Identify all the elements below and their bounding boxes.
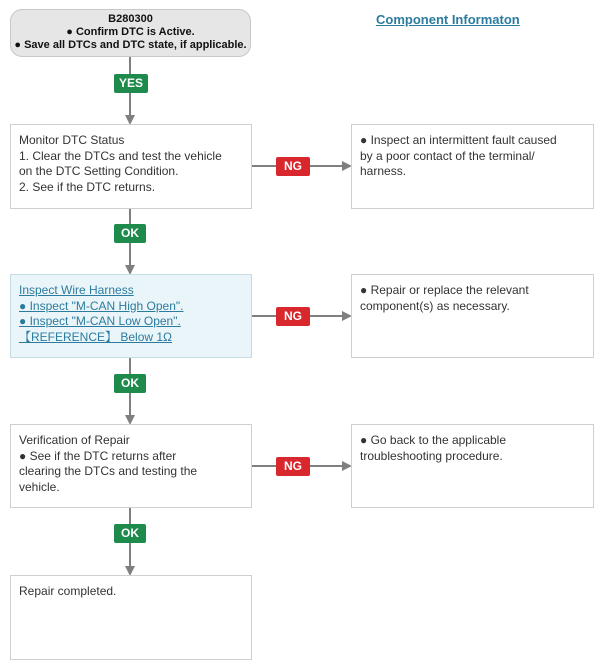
component-information-link[interactable]: Component Informaton [376,12,520,27]
step-title: Verification of Repair [19,433,130,447]
dtc-code: B280300 [108,13,153,25]
action-line: ● Go back to the applicable [360,433,507,447]
action-line: troubleshooting procedure. [360,448,503,463]
ng-badge-1: NG [276,157,310,176]
repair-completed-node [10,575,252,660]
ng-badge-2: NG [276,307,310,326]
step-line: ● See if the DTC returns after [19,448,177,463]
ng-badge-3: NG [276,457,310,476]
ok-badge-1: OK [114,224,146,243]
yes-badge: YES [114,74,148,93]
start-line-2: ● Save all DTCs and DTC state, if applicable. [14,39,247,51]
reference-link[interactable]: 【REFERENCE】 Below 1Ω [19,329,173,344]
start-node [10,9,251,57]
step-line: on the DTC Setting Condition. [19,164,179,178]
start-line-1: ● Confirm DTC is Active. [66,26,195,38]
step-line: clearing the DTCs and testing the [19,464,198,478]
ng-action-repair-replace [351,274,594,358]
ok-badge-3: OK [114,524,146,543]
step-line: 2. See if the DTC returns. [19,179,156,194]
step-title: Monitor DTC Status [19,133,125,147]
action-line: component(s) as necessary. [360,298,510,313]
step-verification-of-repair [10,424,252,508]
inspect-wire-harness-link[interactable]: Inspect Wire Harness [19,283,134,297]
action-line: ● Repair or replace the relevant [360,283,529,297]
ok-badge-2: OK [114,374,146,393]
m-can-low-open-link[interactable]: ● Inspect "M-CAN Low Open". [19,314,181,328]
action-line: by a poor contact of the terminal/ [360,148,535,163]
end-text: Repair completed. [19,584,117,598]
ng-action-go-back [351,424,594,508]
m-can-high-open-link[interactable]: ● Inspect "M-CAN High Open". [19,298,184,313]
action-line: ● Inspect an intermittent fault caused [360,133,557,147]
step-line: 1. Clear the DTCs and test the vehicle [19,148,222,163]
ng-action-intermittent-fault [351,124,594,209]
step-inspect-wire-harness [10,274,252,358]
step-monitor-dtc-status [10,124,252,209]
action-line: harness. [360,164,407,178]
step-line: vehicle. [19,479,60,494]
